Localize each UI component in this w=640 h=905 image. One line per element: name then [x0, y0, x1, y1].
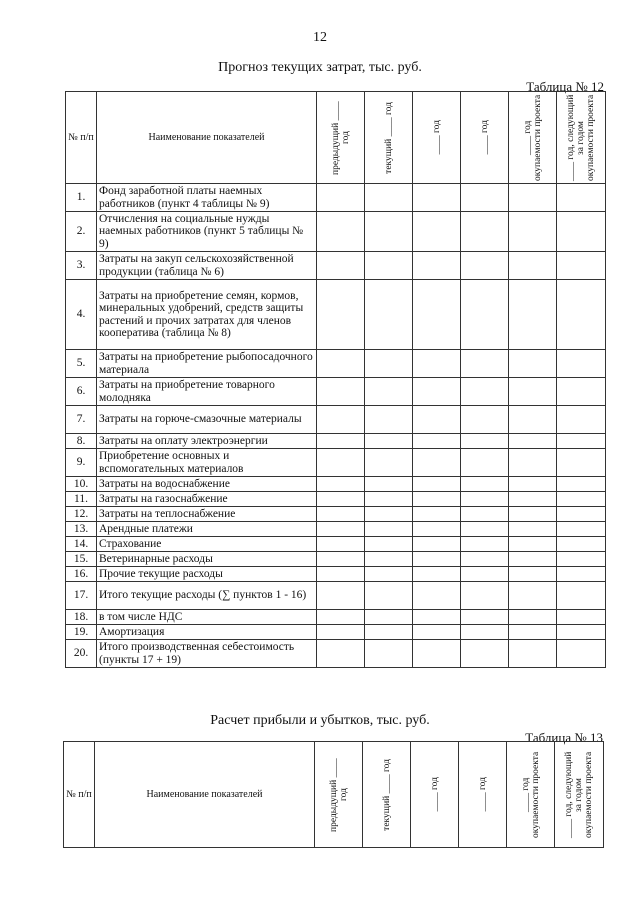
table-row [66, 280, 606, 350]
value-cell[interactable] [509, 552, 557, 567]
row-name: Затраты на приобретение рыбопосадочного материала [97, 350, 317, 378]
value-cell[interactable] [365, 434, 413, 449]
value-cell[interactable] [509, 625, 557, 640]
value-cell[interactable] [317, 537, 365, 552]
value-cell[interactable] [317, 378, 365, 406]
value-cell[interactable] [509, 610, 557, 625]
value-cell[interactable] [509, 492, 557, 507]
value-cell[interactable] [413, 184, 461, 212]
row-number: 19. [66, 625, 97, 640]
value-cell[interactable] [509, 522, 557, 537]
value-cell[interactable] [509, 567, 557, 582]
row-number: 9. [66, 449, 97, 477]
table13-label: Таблица № 13 [525, 730, 603, 745]
value-cell[interactable] [365, 552, 413, 567]
row-number: 11. [66, 492, 97, 507]
value-cell[interactable] [365, 492, 413, 507]
value-cell[interactable] [413, 434, 461, 449]
value-cell[interactable] [509, 184, 557, 212]
value-cell[interactable] [509, 507, 557, 522]
row-name: Арендные платежи [97, 522, 317, 537]
value-cell[interactable] [413, 625, 461, 640]
value-cell[interactable] [557, 449, 606, 477]
value-cell[interactable] [317, 350, 365, 378]
value-cell[interactable] [413, 280, 461, 350]
row-name: Итого текущие расходы (∑ пунктов 1 - 16) [97, 582, 317, 610]
table-row [66, 567, 606, 582]
table-row [66, 507, 606, 522]
value-cell[interactable] [509, 477, 557, 492]
value-cell[interactable] [413, 552, 461, 567]
table-row [66, 582, 606, 610]
value-cell[interactable] [365, 537, 413, 552]
header-period: ____ год, следующий за годом окупаемости проекта [557, 92, 606, 184]
value-cell[interactable] [557, 625, 606, 640]
row-number: 5. [66, 350, 97, 378]
value-cell[interactable] [365, 582, 413, 610]
row-name: Затраты на газоснабжение [97, 492, 317, 507]
header-period: ____ год [459, 742, 507, 848]
header-period: текущий ____ год [363, 742, 411, 848]
value-cell[interactable] [317, 567, 365, 582]
table-row [66, 434, 606, 449]
value-cell[interactable] [557, 252, 606, 280]
header-period: ____ год окупаемости проекта [507, 742, 555, 848]
table-row [66, 610, 606, 625]
value-cell[interactable] [365, 212, 413, 252]
row-name: Затраты на приобретение товарного молодняка [97, 378, 317, 406]
value-cell[interactable] [509, 449, 557, 477]
header-period: ____ год, следующий за годом окупаемости проекта [555, 742, 604, 848]
value-cell[interactable] [317, 252, 365, 280]
row-number: 13. [66, 522, 97, 537]
row-number: 1. [66, 184, 97, 212]
row-name: Затраты на горюче-смазочные материалы [97, 406, 317, 434]
value-cell[interactable] [317, 507, 365, 522]
costs-forecast-table [65, 91, 606, 668]
value-cell[interactable] [317, 184, 365, 212]
table-row [66, 449, 606, 477]
value-cell[interactable] [557, 640, 606, 668]
value-cell[interactable] [317, 522, 365, 537]
value-cell[interactable] [317, 406, 365, 434]
table-row [66, 552, 606, 567]
row-name: в том числе НДС [97, 610, 317, 625]
value-cell[interactable] [557, 280, 606, 350]
value-cell[interactable] [461, 567, 509, 582]
value-cell[interactable] [461, 640, 509, 668]
value-cell[interactable] [413, 492, 461, 507]
value-cell[interactable] [317, 582, 365, 610]
value-cell[interactable] [413, 522, 461, 537]
value-cell[interactable] [557, 477, 606, 492]
value-cell[interactable] [317, 434, 365, 449]
value-cell[interactable] [557, 507, 606, 522]
value-cell[interactable] [557, 434, 606, 449]
value-cell[interactable] [413, 449, 461, 477]
row-number: 17. [66, 582, 97, 610]
value-cell[interactable] [557, 406, 606, 434]
value-cell[interactable] [461, 378, 509, 406]
value-cell[interactable] [317, 640, 365, 668]
row-number: 4. [66, 280, 97, 350]
row-number: 20. [66, 640, 97, 668]
value-cell[interactable] [365, 406, 413, 434]
value-cell[interactable] [317, 552, 365, 567]
value-cell[interactable] [317, 212, 365, 252]
value-cell[interactable] [413, 582, 461, 610]
value-cell[interactable] [557, 522, 606, 537]
row-number: 18. [66, 610, 97, 625]
value-cell[interactable] [461, 477, 509, 492]
row-name: Фонд заработной платы наемных работников (пункт 4 таблицы № 9) [97, 184, 317, 212]
value-cell[interactable] [461, 625, 509, 640]
value-cell[interactable] [461, 434, 509, 449]
value-cell[interactable] [317, 625, 365, 640]
header-period: предыдущий ____ год [317, 92, 365, 184]
value-cell[interactable] [509, 280, 557, 350]
row-name: Затраты на оплату электроэнергии [97, 434, 317, 449]
value-cell[interactable] [509, 378, 557, 406]
value-cell[interactable] [317, 477, 365, 492]
value-cell[interactable] [461, 406, 509, 434]
value-cell[interactable] [461, 252, 509, 280]
table-row [66, 406, 606, 434]
table-row [66, 640, 606, 668]
value-cell[interactable] [413, 378, 461, 406]
row-name: Затраты на закуп сельскохозяйственной продукции (таблица № 6) [97, 252, 317, 280]
value-cell[interactable] [557, 350, 606, 378]
value-cell[interactable] [365, 378, 413, 406]
table-row [66, 492, 606, 507]
value-cell[interactable] [557, 610, 606, 625]
header-period: ____ год окупаемости проекта [509, 92, 557, 184]
value-cell[interactable] [461, 552, 509, 567]
row-number: 14. [66, 537, 97, 552]
row-number: 7. [66, 406, 97, 434]
row-number: 15. [66, 552, 97, 567]
row-number: 2. [66, 212, 97, 252]
header-period: ____ год [413, 92, 461, 184]
value-cell[interactable] [509, 537, 557, 552]
value-cell[interactable] [461, 449, 509, 477]
table13-title: Расчет прибыли и убытков, тыс. руб. [210, 713, 430, 728]
table-row [66, 378, 606, 406]
value-cell[interactable] [461, 522, 509, 537]
value-cell[interactable] [557, 184, 606, 212]
row-number: 8. [66, 434, 97, 449]
row-name: Амортизация [97, 625, 317, 640]
value-cell[interactable] [509, 582, 557, 610]
row-number: 12. [66, 507, 97, 522]
value-cell[interactable] [413, 567, 461, 582]
header-name: Наименование показателей [97, 92, 317, 184]
header-num: № п/п [64, 742, 95, 848]
row-name: Отчисления на социальные нужды наемных работников (пункт 5 таблицы № 9) [97, 212, 317, 252]
row-name: Затраты на приобретение семян, кормов, минеральных удобрений, средств защиты растений и прочих затратах для членов кооператива (таблица № 8) [97, 280, 317, 350]
value-cell[interactable] [365, 625, 413, 640]
value-cell[interactable] [509, 434, 557, 449]
value-cell[interactable] [317, 610, 365, 625]
table-row [66, 184, 606, 212]
value-cell[interactable] [413, 252, 461, 280]
value-cell[interactable] [461, 610, 509, 625]
value-cell[interactable] [461, 507, 509, 522]
table12-label: Таблица № 12 [526, 79, 604, 94]
table-row [66, 252, 606, 280]
table-row [66, 350, 606, 378]
header-num: № п/п [66, 92, 97, 184]
value-cell[interactable] [413, 537, 461, 552]
value-cell[interactable] [365, 184, 413, 212]
value-cell[interactable] [365, 477, 413, 492]
value-cell[interactable] [365, 522, 413, 537]
header-period: ____ год [461, 92, 509, 184]
value-cell[interactable] [557, 552, 606, 567]
row-number: 16. [66, 567, 97, 582]
table-row [66, 625, 606, 640]
table-row [66, 477, 606, 492]
row-name: Прочие текущие расходы [97, 567, 317, 582]
row-number: 10. [66, 477, 97, 492]
value-cell[interactable] [413, 610, 461, 625]
row-name: Затраты на теплоснабжение [97, 507, 317, 522]
row-name: Приобретение основных и вспомогательных материалов [97, 449, 317, 477]
value-cell[interactable] [365, 280, 413, 350]
table-row [66, 537, 606, 552]
value-cell[interactable] [317, 492, 365, 507]
header-period: текущий ____ год [365, 92, 413, 184]
row-name: Затраты на водоснабжение [97, 477, 317, 492]
row-number: 3. [66, 252, 97, 280]
value-cell[interactable] [413, 477, 461, 492]
value-cell[interactable] [461, 280, 509, 350]
value-cell[interactable] [461, 212, 509, 252]
value-cell[interactable] [557, 582, 606, 610]
header-period: предыдущий ____ год [315, 742, 363, 848]
value-cell[interactable] [461, 492, 509, 507]
profit-loss-table [63, 741, 604, 848]
value-cell[interactable] [509, 350, 557, 378]
table12-title: Прогноз текущих затрат, тыс. руб. [218, 60, 422, 75]
value-cell[interactable] [365, 640, 413, 668]
header-name: Наименование показателей [95, 742, 315, 848]
value-cell[interactable] [461, 350, 509, 378]
value-cell[interactable] [557, 567, 606, 582]
value-cell[interactable] [365, 567, 413, 582]
page-number: 12 [313, 30, 327, 45]
value-cell[interactable] [365, 610, 413, 625]
table-row [66, 212, 606, 252]
value-cell[interactable] [413, 640, 461, 668]
value-cell[interactable] [557, 378, 606, 406]
value-cell[interactable] [509, 406, 557, 434]
value-cell[interactable] [461, 537, 509, 552]
value-cell[interactable] [365, 449, 413, 477]
value-cell[interactable] [509, 252, 557, 280]
value-cell[interactable] [365, 252, 413, 280]
row-name: Страхование [97, 537, 317, 552]
row-name: Итого производственная себестоимость (пункты 17 + 19) [97, 640, 317, 668]
value-cell[interactable] [557, 537, 606, 552]
value-cell[interactable] [461, 582, 509, 610]
value-cell[interactable] [509, 212, 557, 252]
value-cell[interactable] [509, 640, 557, 668]
value-cell[interactable] [557, 492, 606, 507]
row-name: Ветеринарные расходы [97, 552, 317, 567]
value-cell[interactable] [365, 507, 413, 522]
value-cell[interactable] [413, 406, 461, 434]
value-cell[interactable] [413, 507, 461, 522]
table-row [66, 522, 606, 537]
value-cell[interactable] [365, 350, 413, 378]
value-cell[interactable] [461, 184, 509, 212]
value-cell[interactable] [557, 212, 606, 252]
value-cell[interactable] [317, 280, 365, 350]
row-number: 6. [66, 378, 97, 406]
value-cell[interactable] [413, 212, 461, 252]
value-cell[interactable] [413, 350, 461, 378]
value-cell[interactable] [317, 449, 365, 477]
header-period: ____ год [411, 742, 459, 848]
